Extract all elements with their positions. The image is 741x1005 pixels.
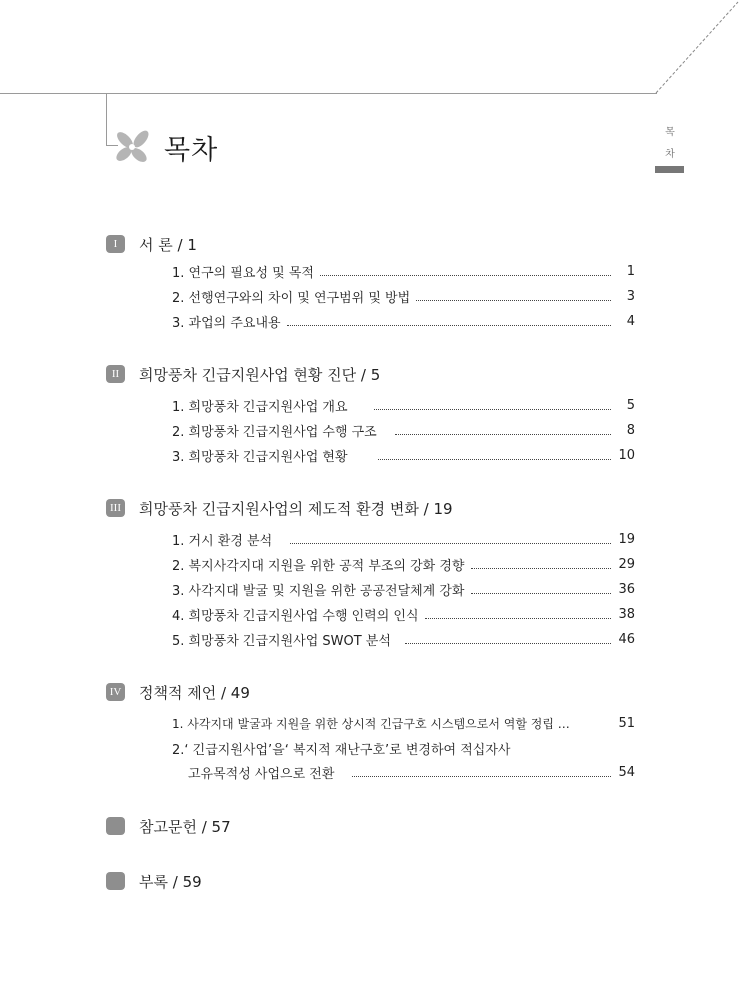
- leader-dots: [471, 568, 612, 569]
- toc-entry[interactable]: [172, 421, 635, 439]
- chapter-badge: I: [106, 235, 125, 253]
- toc-entry-page: 1: [626, 263, 635, 279]
- toc-entry[interactable]: [172, 287, 635, 305]
- chapter-heading[interactable]: [106, 498, 453, 518]
- chapter-heading[interactable]: [106, 816, 231, 836]
- chapter-badge: [106, 872, 125, 890]
- chapter-title: 부록 / 59: [139, 872, 202, 891]
- side-tab-bar: [655, 166, 684, 173]
- chapter-heading[interactable]: [106, 364, 380, 384]
- toc-entry[interactable]: [172, 714, 635, 732]
- toc-entry-label[interactable]: 2.‘ 긴급지원사업’을‘ 복지적 재난구호’로 변경하여 적십자사: [172, 743, 511, 758]
- chapter-badge: III: [106, 499, 125, 517]
- chapter-title: 희망풍차 긴급지원사업 현황 진단 / 5: [139, 365, 381, 384]
- toc-entry[interactable]: [188, 763, 635, 781]
- leader-dots: [378, 459, 612, 460]
- toc-entry-page: 4: [626, 313, 635, 329]
- toc-entry-label: 3. 희망풍차 긴급지원사업 현황: [172, 449, 348, 465]
- toc-entry-label: 1. 거시 환경 분석: [172, 533, 273, 549]
- toc-entry[interactable]: [172, 555, 635, 573]
- toc-entry[interactable]: [172, 630, 635, 648]
- leader-dots: [425, 618, 611, 619]
- toc-entry-page: 8: [626, 422, 635, 438]
- side-tab-char: 차: [665, 149, 675, 160]
- chapter-heading[interactable]: [106, 871, 202, 891]
- toc-entry-label: 1. 연구의 필요성 및 목적: [172, 265, 314, 281]
- toc-entry-label: 3. 사각지대 발굴 및 지원을 위한 공공전달체계 강화: [172, 583, 465, 599]
- toc-entry-label: 2. 복지사각지대 지원을 위한 공적 부조의 강화 경향: [172, 558, 465, 574]
- toc-entry[interactable]: [172, 312, 635, 330]
- chapter-badge: II: [106, 365, 125, 383]
- flower-icon: [112, 126, 154, 166]
- toc-entry[interactable]: [172, 580, 635, 598]
- leader-dots: [395, 434, 611, 435]
- toc-entry-label: 1. 사각지대 발굴과 지원을 위한 상시적 긴급구호 시스템으로서 역할 정립 …: [172, 716, 570, 731]
- toc-entry-label: 2. 선행연구와의 차이 및 연구범위 및 방법: [172, 290, 411, 306]
- toc-entry-label: 1. 희망풍차 긴급지원사업 개요: [172, 399, 348, 415]
- chapter-title: 서 론 / 1: [139, 235, 197, 254]
- corner-diagonal: [0, 0, 741, 100]
- toc-entry-label: 4. 희망풍차 긴급지원사업 수행 인력의 인식: [172, 608, 419, 624]
- leader-dots: [290, 543, 611, 544]
- leader-dots: [320, 275, 611, 276]
- title-bracket-vertical: [106, 93, 107, 145]
- toc-entry-page: 19: [618, 531, 635, 547]
- chapter-badge: [106, 817, 125, 835]
- toc-entry-label: 2. 희망풍차 긴급지원사업 수행 구조: [172, 424, 377, 440]
- toc-entry[interactable]: [172, 446, 635, 464]
- toc-entry[interactable]: [172, 605, 635, 623]
- leader-dots: [416, 300, 611, 301]
- toc-entry-page: 51: [618, 715, 635, 731]
- toc-entry-label: 고유목적성 사업으로 전환: [188, 766, 335, 782]
- leader-dots: [287, 325, 611, 326]
- page-title: 목차: [164, 135, 219, 166]
- toc-entry[interactable]: [172, 530, 635, 548]
- toc-entry-page: 54: [618, 764, 635, 780]
- toc-entry-page: 46: [618, 631, 635, 647]
- toc-entry-page: 36: [618, 581, 635, 597]
- toc-entry-label: 5. 희망풍차 긴급지원사업 SWOT 분석: [172, 633, 391, 649]
- toc-entry[interactable]: [172, 262, 635, 280]
- side-tab: [656, 122, 684, 166]
- toc-entry-page: 3: [626, 288, 635, 304]
- toc-entry[interactable]: [172, 396, 635, 414]
- leader-dots: [471, 593, 612, 594]
- chapter-title: 정책적 제언 / 49: [139, 683, 250, 702]
- chapter-heading[interactable]: [106, 234, 197, 254]
- leader-dots: [352, 776, 611, 777]
- toc-entry-label: 3. 과업의 주요내용: [172, 315, 281, 331]
- chapter-title: 희망풍차 긴급지원사업의 제도적 환경 변화 / 19: [139, 499, 453, 518]
- toc-entry-page: 29: [618, 556, 635, 572]
- leader-dots: [405, 643, 611, 644]
- chapter-badge: IV: [106, 683, 125, 701]
- toc-entry-page: 38: [618, 606, 635, 622]
- toc-entry-page: 5: [626, 397, 635, 413]
- toc-entry-page: 10: [618, 447, 635, 463]
- chapter-title: 참고문헌 / 57: [139, 817, 231, 836]
- leader-dots: [374, 409, 612, 410]
- side-tab-char: 목: [665, 127, 675, 138]
- chapter-heading[interactable]: [106, 682, 250, 702]
